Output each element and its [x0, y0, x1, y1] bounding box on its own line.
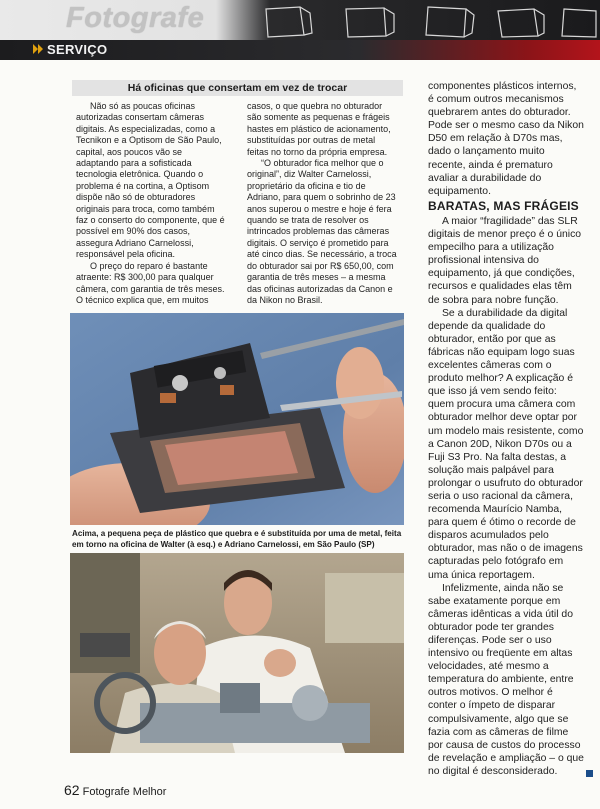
paragraph: componentes plásticos internos, é comum outros mecanismos quebrarem antes do obturador. Pode ser o mesmo caso da Nikon D50 em relação à D70s mas, dado o lançamento muito recente, ainda é prematuro avaliar a durabilidade do equipamento.	[428, 81, 584, 197]
paragraph: “O obturador fica melhor que o original”, diz Walter Carnelossi, proprietário da oficina e tio de Adriano, para quem o sobrinho de 23 anos superou o mestre e hoje é fera quando se trata de resolver os intrincados problemas das câmeras digitais. O serviço é prometido para até cinco dias. Se necessário, a troca do obturador sai por R$ 650,00, com garantia de três meses – a mesma das oficinas autorizadas da Canon e da Nikon no Brasil.	[247, 158, 397, 305]
footer-magazine-name: Fotografe Melhor	[82, 786, 167, 798]
paragraph: Infelizmente, ainda não se sabe exatamente porque em câmeras idênticas a vida útil do obturador pode ter grandes diferenças. Pode ser o uso intensivo ou freqüente em altas velocidades, até mesmo a temperatura do ambiente, entre outros motivos. O melhor é conter o ímpeto de disparar compulsivamente, algo que se fazia com as câmeras de filme por causa de custos do processo de revelação e ampliação – o que no digital é desconsiderado.	[428, 582, 584, 777]
cube-decoration	[258, 3, 600, 41]
magazine-title: Fotografe	[66, 2, 205, 34]
paragraph: O preço do reparo é bastante atraente: R$ 300,00 para qualquer câmera, com garantia de três meses. O técnico explica que, em muitos	[76, 260, 225, 305]
page-header	[0, 0, 600, 60]
paragraph: A maior “fragilidade” das SLR digitais de menor preço é o único empecilho para a utilização profissional intensiva do equipamento, já que condições, recursos e qualidades elas têm de sobra para nobre função.	[428, 216, 582, 306]
photo-caption: Acima, a pequena peça de plástico que quebra e é substituída por uma de metal, feita em torno na oficina de Walter (à esq.) e Adriano Carnelossi, em São Paulo (SP)	[72, 529, 402, 549]
main-column-intro	[428, 80, 584, 198]
main-column-body	[428, 215, 584, 778]
chevron-right-icon	[33, 43, 45, 55]
page-number: 62	[64, 782, 80, 798]
sidebar-box-title: Há oficinas que consertam em vez de trocar	[72, 80, 403, 96]
shutter-part-photo	[70, 313, 404, 525]
sidebar-right-column	[247, 101, 397, 306]
end-square-icon	[586, 770, 593, 777]
paragraph: casos, o que quebra no obturador são somente as pequenas e frágeis hastes em plástico de acionamento, substituídas por outras de metal feitas no torno da própria empresa.	[247, 101, 391, 157]
page-footer	[64, 782, 166, 798]
workshop-photo	[70, 553, 404, 753]
sidebar-left-column	[76, 101, 226, 306]
section-label: SERVIÇO	[47, 42, 108, 57]
paragraph: Não só as poucas oficinas autorizadas consertam câmeras digitais. As especializadas, como a Tecnikon e a Optisom de São Paulo, capital, aos poucos vão se adaptando para a sofisticada tecnologia eletrônica. Quando o problema é na cortina, a Optisom dispõe não só de obturadores originais para troca, como também faz o conserto do componente, que é possível em 90% dos casos, assegura Adriano Carnelossi, responsável pela oficina.	[76, 101, 225, 260]
paragraph: Se a durabilidade da digital depende da qualidade do obturador, então por que as fábricas não equipam logo suas excelentes câmeras com o produto melhor? A explicação é que isso já vem sendo feito: quem procura uma câmera com obturador melhor deve optar por um modelo mais resistente, como a Canon 20D, Nikon D70s ou a Fuji S3 Pro. Na falta destas, a solução mais palpável para prolongar o usufruto do obturador seria o uso racional da câmera, recomenda Maurício Namba, para quem é ótimo o recorde de disparos acumulados pelo obturador, mas não o de imagens capturadas pelo fotógrafo em uma única reportagem.	[428, 307, 584, 581]
article-subhead: BARATAS, MAS FRÁGEIS	[428, 199, 579, 213]
